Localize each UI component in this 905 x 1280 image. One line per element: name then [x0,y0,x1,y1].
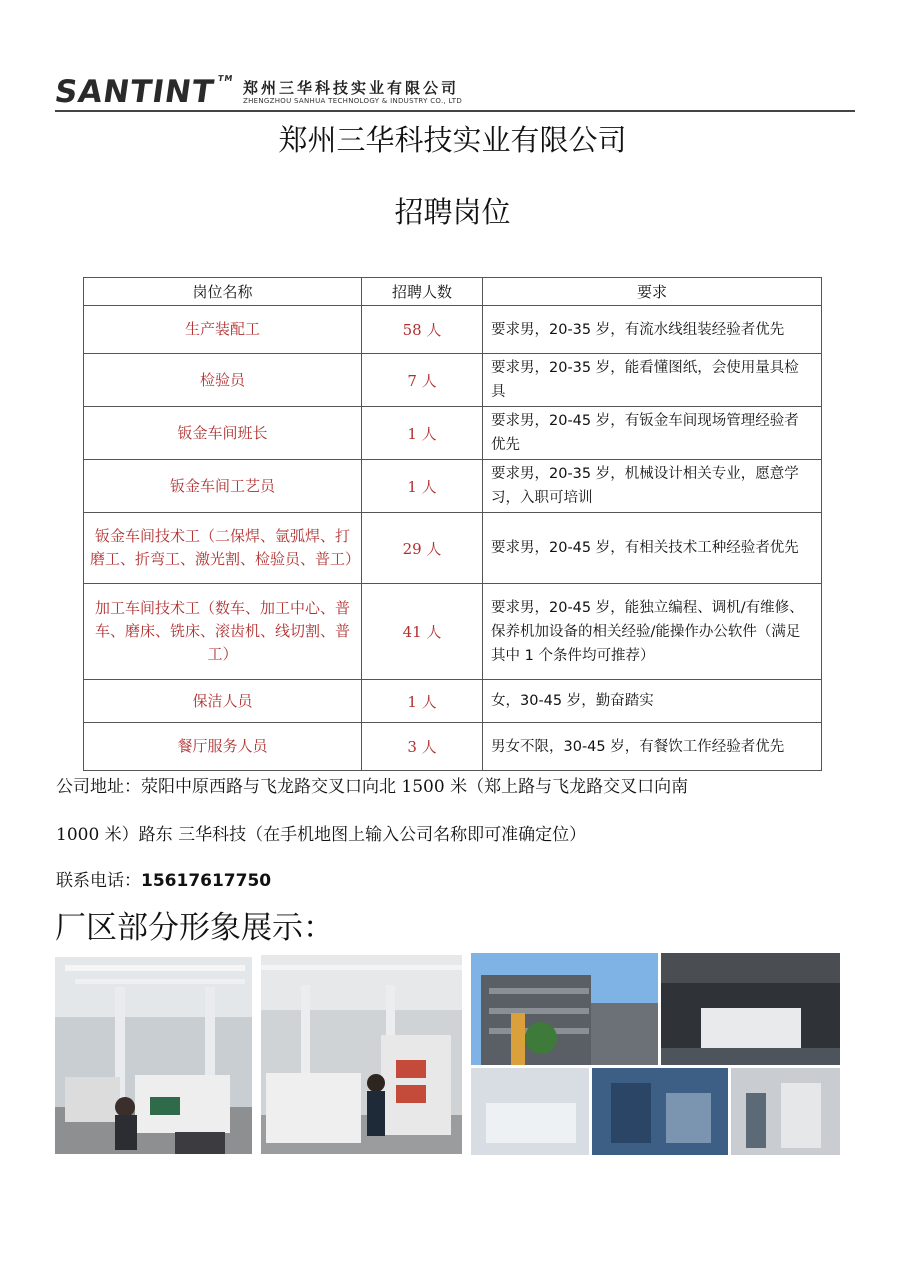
count-cell: 29 人 [362,513,483,584]
column-header-requirement: 要求 [483,278,822,306]
table-row [84,680,822,723]
phone-label: 联系电话： [56,871,141,891]
count-cell: 1 人 [362,460,483,513]
table-row [84,584,822,680]
factory-photo-workshop-1 [55,957,252,1154]
requirement-cell: 男女不限，30-45 岁，有餐饮工作经验者优先 [483,723,822,771]
requirement-cell: 要求男，20-45 岁，能独立编程、调机/有维修、保养机加设备的相关经验/能操作办公软件（满足其中 1 个条件均可推荐） [483,584,822,680]
table-row [84,306,822,354]
count-cell: 3 人 [362,723,483,771]
header-divider [55,110,855,112]
page-title: 郑州三华科技实业有限公司 [278,123,627,157]
count-cell: 1 人 [362,680,483,723]
phone-line [56,866,271,891]
page-subtitle: 招聘岗位 [394,195,511,229]
factory-photo-collage [471,953,840,1155]
phone-number: 15617617750 [141,871,272,891]
position-cell: 检验员 [84,354,362,407]
job-table [83,277,822,771]
table-row [84,460,822,513]
address-line-2: 1000 米）路东 三华科技（在手机地图上输入公司名称即可准确定位） [56,825,587,845]
count-cell: 58 人 [362,306,483,354]
position-cell: 钣金车间工艺员 [84,460,362,513]
table-row [84,513,822,584]
count-cell: 41 人 [362,584,483,680]
requirement-cell: 女，30-45 岁，勤奋踏实 [483,680,822,723]
table-header-row [84,278,822,306]
letterhead-company-name-en: ZHENGZHOU SANHUA TECHNOLOGY & INDUSTRY CO., LTD [243,97,463,105]
table-row [84,723,822,771]
requirement-cell: 要求男，20-35 岁，有流水线组装经验者优先 [483,306,822,354]
position-cell: 加工车间技术工（数车、加工中心、普车、磨床、铣床、滚齿机、线切割、普工） [84,584,362,680]
letterhead-company-name: 郑州三华科技实业有限公司 [243,79,460,97]
count-cell: 1 人 [362,407,483,460]
section-title: 厂区部分形象展示： [55,910,334,946]
company-logo: SANTINT™ [52,74,234,110]
letterhead [52,70,855,112]
position-cell: 保洁人员 [84,680,362,723]
position-cell: 生产装配工 [84,306,362,354]
count-cell: 7 人 [362,354,483,407]
requirement-cell: 要求男，20-35 岁，机械设计相关专业，愿意学习，入职可培训 [483,460,822,513]
position-cell: 餐厅服务人员 [84,723,362,771]
position-cell: 钣金车间技术工（二保焊、氩弧焊、打磨工、折弯工、激光割、检验员、普工） [84,513,362,584]
requirement-cell: 要求男，20-35 岁，能看懂图纸，会使用量具检具 [483,354,822,407]
requirement-cell: 要求男，20-45 岁，有钣金车间现场管理经验者优先 [483,407,822,460]
table-row [84,407,822,460]
position-cell: 钣金车间班长 [84,407,362,460]
requirement-cell: 要求男，20-45 岁，有相关技术工种经验者优先 [483,513,822,584]
factory-photo-workshop-2 [261,955,462,1154]
column-header-position: 岗位名称 [84,278,362,306]
column-header-count: 招聘人数 [362,278,483,306]
table-row [84,354,822,407]
address-line-1: 公司地址：荥阳中原西路与飞龙路交叉口向北 1500 米（郑上路与飞龙路交叉口向南 [56,777,689,797]
